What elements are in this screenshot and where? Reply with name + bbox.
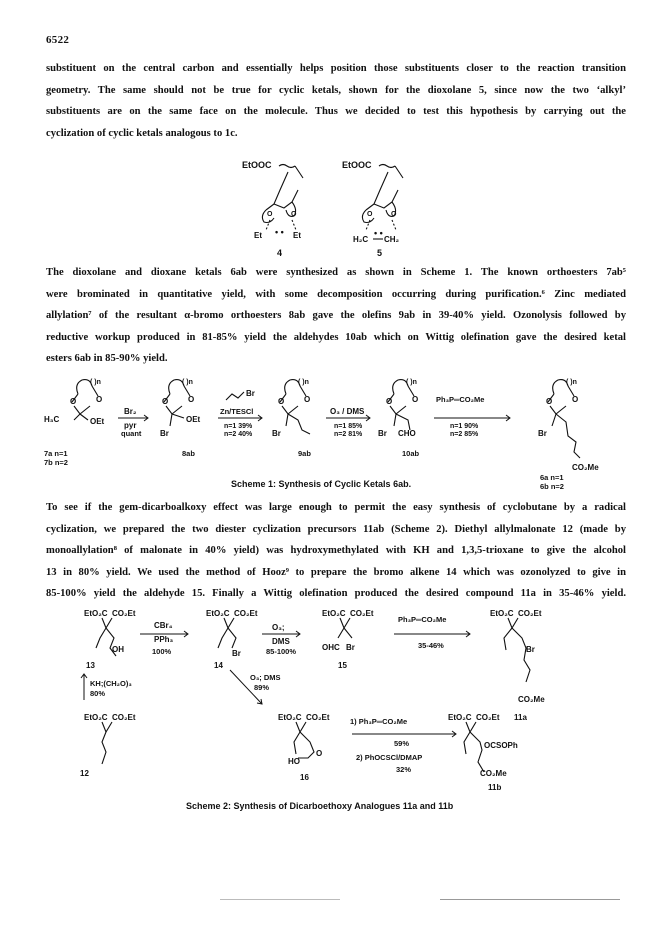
svg-text:PPh₃: PPh₃ [154, 635, 174, 644]
svg-text:OEt: OEt [186, 415, 201, 424]
svg-text:EtO₂C: EtO₂C [490, 609, 514, 618]
scheme-2-caption: Scheme 2: Synthesis of Dicarboethoxy Analogues 11a and 11b [186, 801, 454, 811]
svg-text:EtO₂C: EtO₂C [84, 713, 108, 722]
svg-text:59%: 59% [394, 739, 410, 748]
text-line: esters 6ab in 85-90% yield. [46, 353, 168, 364]
svg-text:CO₂Et: CO₂Et [350, 609, 374, 618]
svg-text:EtO₂C: EtO₂C [278, 713, 302, 722]
svg-text:O: O [386, 397, 393, 406]
figure-compounds-4-5 [0, 150, 672, 260]
svg-text:• •: • • [275, 227, 284, 237]
svg-text:CO₂Me: CO₂Me [518, 695, 545, 704]
paragraph-3 [46, 497, 626, 605]
svg-text:Ph₃P═CO₂Me: Ph₃P═CO₂Me [436, 395, 485, 404]
text-line: 85-100% yield the aldehyde 15. Finally a Wittig olefination produced the desired compound 11a in 35-46% yield. [46, 588, 626, 599]
svg-text:CO₂Et: CO₂Et [476, 713, 500, 722]
svg-text:( )n: ( )n [90, 379, 101, 386]
svg-text:O: O [316, 749, 323, 758]
compound-number: 11a [514, 713, 527, 722]
text-line: were brominated in quantitative yield, with some decomposition occurring during purification.⁶ Zinc mediated [46, 288, 626, 300]
svg-text:O: O [188, 395, 195, 404]
text-line: The dioxolane and dioxane ketals 6ab were synthesized as shown in Scheme 1. The known orthoesters 7ab⁵ [46, 267, 626, 278]
compound-number: 11b [488, 783, 502, 792]
scheme-1-diagram [0, 372, 672, 492]
methyl-label: H₃C [44, 415, 60, 424]
svg-text:1) Ph₃P═CO₂Me: 1) Ph₃P═CO₂Me [350, 717, 408, 726]
svg-text:CO₂Me: CO₂Me [480, 769, 507, 778]
compound-number: 4 [277, 248, 283, 258]
aldehyde-label: OHC [322, 643, 340, 652]
svg-text:Br: Br [526, 645, 535, 654]
text-line: allylation⁷ of the resultant α-bromo orthoesters 8ab gave the olefins 9ab in 39-40% yield. Ozonolysis followed by [46, 310, 626, 321]
compound-number: 5 [377, 248, 383, 258]
svg-text:( )n: ( )n [298, 379, 309, 386]
compound-number: 14 [214, 661, 223, 670]
compound-label: 7a n=1 [44, 449, 68, 458]
svg-text:O: O [278, 397, 285, 406]
ester-label: CO₂Me [572, 463, 599, 472]
svg-text:Zn/TESCl: Zn/TESCl [220, 407, 254, 416]
svg-text:OCSOPh: OCSOPh [484, 741, 518, 750]
svg-text:100%: 100% [152, 647, 172, 656]
svg-text:80%: 80% [90, 689, 106, 698]
compound-label: 6a n=1 [540, 473, 564, 482]
compound-label: 10ab [402, 449, 420, 458]
oxygen-label: O [391, 211, 397, 218]
svg-text:O: O [304, 395, 311, 404]
compound-number: 15 [338, 661, 347, 670]
compound-number: 13 [86, 661, 95, 670]
svg-text:KH;(CH₂O)₃: KH;(CH₂O)₃ [90, 679, 132, 688]
svg-text:Br: Br [160, 429, 169, 438]
svg-text:CO₂Et: CO₂Et [518, 609, 542, 618]
svg-text:Br: Br [346, 643, 355, 652]
svg-text:EtO₂C: EtO₂C [322, 609, 346, 618]
methylene-label: CH₂ [384, 235, 400, 244]
svg-text:OH: OH [112, 645, 124, 654]
svg-text:n=1 85%: n=1 85% [334, 423, 363, 430]
ethoxy-label: OEt [90, 417, 105, 426]
oxygen-label: O [291, 211, 297, 218]
svg-text:O: O [96, 395, 103, 404]
ethyl-label: Et [254, 231, 262, 240]
text-line: geometry. The same should not be true for cyclic ketals, shown for the dioxolane 5, since now the two ‘alkyl’ [46, 84, 626, 96]
aldehyde-label: CHO [398, 429, 416, 438]
paragraph-1 [46, 58, 626, 144]
svg-text:O: O [70, 397, 77, 406]
svg-text:CO₂Et: CO₂Et [234, 609, 258, 618]
svg-text:Br: Br [272, 429, 281, 438]
text-line: cyclization of cyclic ketals analogous to 1c. [46, 127, 238, 139]
svg-text:O₃ / DMS: O₃ / DMS [330, 407, 365, 416]
text-line: substituent on the central carbon and essentially helps position those substituents closer to the reaction transition [46, 63, 626, 74]
svg-text:O₃; DMS: O₃; DMS [250, 673, 281, 682]
svg-text:O: O [412, 395, 419, 404]
svg-text:HO: HO [288, 757, 300, 766]
compound-number: 16 [300, 773, 309, 782]
ester-label: EtOOC [242, 160, 272, 170]
oxygen-label: O [367, 211, 373, 218]
compound-label: 7b n=2 [44, 458, 68, 467]
text-line: monoallylation⁸ of malonate in 40% yield) was hydroxymethylated with KH and 1,3,5-trioxane to give the alcohol [46, 545, 626, 556]
svg-text:n=2 40%: n=2 40% [224, 431, 253, 438]
svg-text:n=2 85%: n=2 85% [450, 431, 479, 438]
svg-text:CO₂Et: CO₂Et [112, 713, 136, 722]
scheme-1-caption: Scheme 1: Synthesis of Cyclic Ketals 6ab. [231, 479, 412, 489]
svg-text:n=2 81%: n=2 81% [334, 431, 363, 438]
svg-text:Br₂: Br₂ [124, 407, 137, 416]
svg-text:32%: 32% [396, 765, 412, 774]
svg-text:EtO₂C: EtO₂C [84, 609, 108, 618]
page-footer-rule [440, 899, 620, 900]
svg-text:35-46%: 35-46% [418, 641, 444, 650]
svg-text:n=1 90%: n=1 90% [450, 423, 479, 430]
page-footer-rule [220, 899, 340, 900]
text-line: To see if the gem-dicarboalkoxy effect was large enough to permit the easy synthesis of cyclobutane by a radical [46, 502, 626, 513]
svg-text:( )n: ( )n [566, 379, 577, 386]
svg-text:EtO₂C: EtO₂C [206, 609, 230, 618]
svg-text:Br: Br [232, 649, 241, 658]
compound-label: 8ab [182, 449, 195, 458]
paragraph-2 [46, 262, 626, 370]
svg-text:DMS: DMS [272, 637, 290, 646]
svg-text:CO₂Et: CO₂Et [112, 609, 136, 618]
svg-text:89%: 89% [254, 683, 270, 692]
svg-text:• •: • • [374, 228, 383, 238]
text-line: cyclization, we prepared the two diester cyclization precursors 11ab (Scheme 2). Diethyl allylmalonate 12 (made by [46, 523, 626, 535]
text-line: substituents are on the same face on the molecule. Thus we decided to test this hypothesis by carrying out the [46, 106, 626, 117]
svg-text:( )n: ( )n [182, 379, 193, 386]
ester-label: EtOOC [342, 160, 372, 170]
ethyl-label: Et [293, 231, 301, 240]
svg-text:Br: Br [246, 389, 255, 398]
svg-text:EtO₂C: EtO₂C [448, 713, 472, 722]
text-line: 13 in 80% yield. We used the method of Hooz⁹ to prepare the bromo alkene 14 which was ozonolyzed to give in [46, 566, 626, 578]
svg-text:Br: Br [538, 429, 547, 438]
svg-text:O: O [572, 395, 579, 404]
text-line: reductive workup produced in 81-85% yield the aldehydes 10ab which on Wittig olefination gave the desired ketal [46, 331, 626, 343]
svg-text:O₃;: O₃; [272, 623, 285, 632]
svg-text:85-100%: 85-100% [266, 647, 297, 656]
svg-text:O: O [546, 397, 553, 406]
svg-text:n=1 39%: n=1 39% [224, 423, 253, 430]
compound-number: 12 [80, 769, 89, 778]
svg-text:CO₂Et: CO₂Et [306, 713, 330, 722]
svg-text:Br: Br [378, 429, 387, 438]
svg-text:O: O [162, 397, 169, 406]
compound-label: 9ab [298, 449, 311, 458]
methylene-label: H₂C [353, 235, 369, 244]
page-number: 6522 [46, 34, 70, 46]
oxygen-label: O [267, 211, 273, 218]
svg-text:pyr: pyr [124, 421, 137, 430]
svg-text:2) PhOCSCl/DMAP: 2) PhOCSCl/DMAP [356, 753, 423, 762]
svg-text:quant: quant [121, 429, 142, 438]
svg-text:CBr₄: CBr₄ [154, 621, 173, 630]
compound-label: 6b n=2 [540, 482, 564, 491]
svg-text:Ph₃P═CO₂Me: Ph₃P═CO₂Me [398, 615, 447, 624]
svg-text:( )n: ( )n [406, 379, 417, 386]
